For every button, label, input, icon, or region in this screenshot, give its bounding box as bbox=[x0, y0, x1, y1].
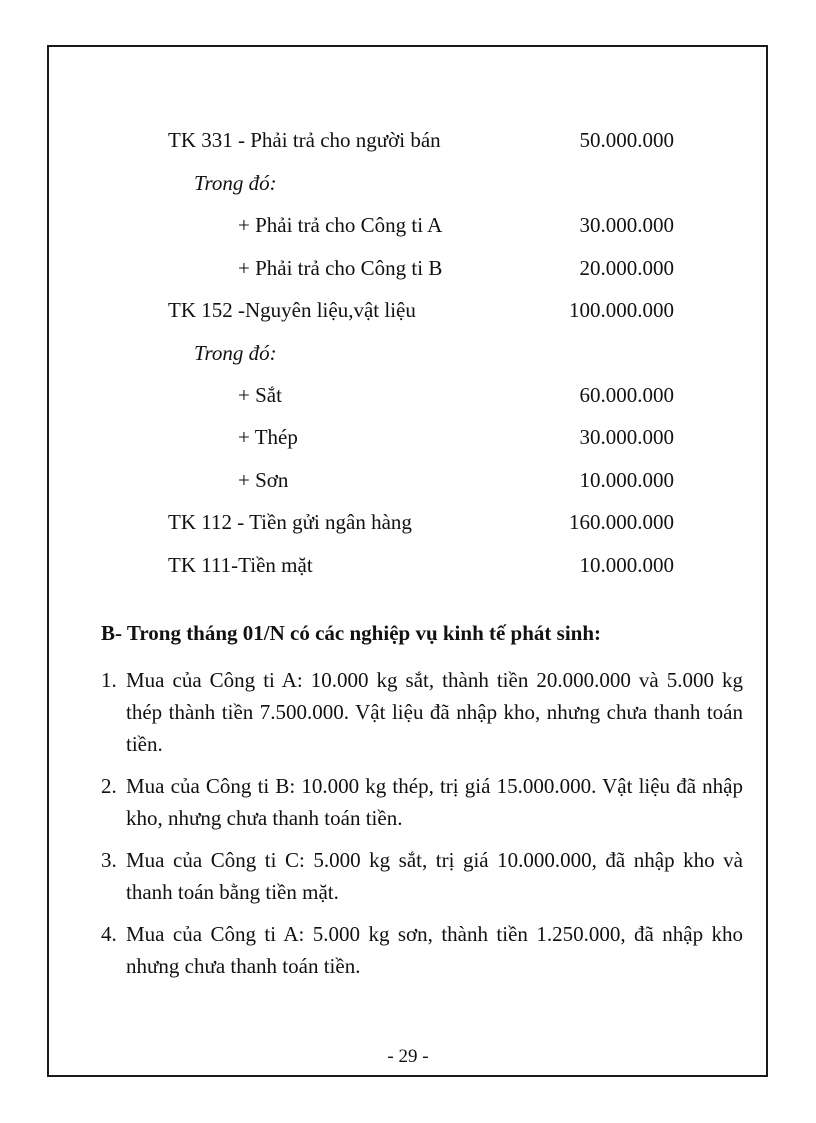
sub-account-amount: 30.000.000 bbox=[579, 425, 674, 449]
operation-item bbox=[101, 918, 743, 982]
sub-account-amount: 60.000.000 bbox=[579, 383, 674, 407]
sub-account-line bbox=[168, 210, 674, 240]
operation-number: 2. bbox=[101, 774, 117, 798]
operation-text: Mua của Công ti B: 10.000 kg thép, trị giá 15.000.000. Vật liệu đã nhập kho, nhưng chưa thanh toán tiền. bbox=[126, 774, 743, 830]
operation-item bbox=[101, 844, 743, 908]
sub-account-line bbox=[168, 380, 674, 410]
account-line-tk112 bbox=[168, 507, 674, 537]
account-label: TK 152 -Nguyên liệu,vật liệu bbox=[168, 298, 416, 322]
operation-item bbox=[101, 770, 743, 834]
sub-account-label: + Phải trả cho Công ti A bbox=[238, 213, 443, 237]
account-label: TK 331 - Phải trả cho người bán bbox=[168, 128, 441, 152]
account-amount: 10.000.000 bbox=[579, 553, 674, 577]
breakdown-note bbox=[168, 168, 674, 198]
breakdown-note bbox=[168, 338, 674, 368]
operation-text: Mua của Công ti C: 5.000 kg sắt, trị giá 10.000.000, đã nhập kho và thanh toán bằng tiền mặt. bbox=[126, 848, 743, 904]
sub-account-line bbox=[168, 422, 674, 452]
sub-account-label: + Sơn bbox=[238, 468, 289, 492]
account-line-tk111 bbox=[168, 550, 674, 580]
sub-account-amount: 10.000.000 bbox=[579, 468, 674, 492]
note-label: Trong đó: bbox=[194, 341, 277, 365]
operations-list bbox=[101, 664, 743, 992]
operation-number: 3. bbox=[101, 848, 117, 872]
account-line-tk331 bbox=[168, 125, 674, 155]
account-line-tk152 bbox=[168, 295, 674, 325]
section-b-heading: B- Trong tháng 01/N có các nghiệp vụ kinh tế phát sinh: bbox=[101, 621, 602, 645]
sub-account-label: + Sắt bbox=[238, 383, 282, 407]
operation-item bbox=[101, 664, 743, 760]
sub-account-label: + Thép bbox=[238, 425, 298, 449]
sub-account-line bbox=[168, 465, 674, 495]
account-amount: 160.000.000 bbox=[569, 510, 674, 534]
operation-text: Mua của Công ti A: 5.000 kg sơn, thành tiền 1.250.000, đã nhập kho nhưng chưa thanh toán tiền. bbox=[126, 922, 743, 978]
account-label: TK 112 - Tiền gửi ngân hàng bbox=[168, 510, 412, 534]
page-number: - 29 - bbox=[387, 1046, 429, 1067]
sub-account-label: + Phải trả cho Công ti B bbox=[238, 256, 443, 280]
sub-account-line bbox=[168, 253, 674, 283]
operation-number: 1. bbox=[101, 668, 117, 692]
operation-number: 4. bbox=[101, 922, 117, 946]
account-label: TK 111-Tiền mặt bbox=[168, 553, 313, 577]
account-amount: 100.000.000 bbox=[569, 298, 674, 322]
sub-account-amount: 30.000.000 bbox=[579, 213, 674, 237]
sub-account-amount: 20.000.000 bbox=[579, 256, 674, 280]
note-label: Trong đó: bbox=[194, 171, 277, 195]
operation-text: Mua của Công ti A: 10.000 kg sắt, thành tiền 20.000.000 và 5.000 kg thép thành tiền 7.500.000. Vật liệu đã nhập kho, nhưng chưa thanh toán tiền. bbox=[126, 668, 743, 756]
account-amount: 50.000.000 bbox=[579, 128, 674, 152]
